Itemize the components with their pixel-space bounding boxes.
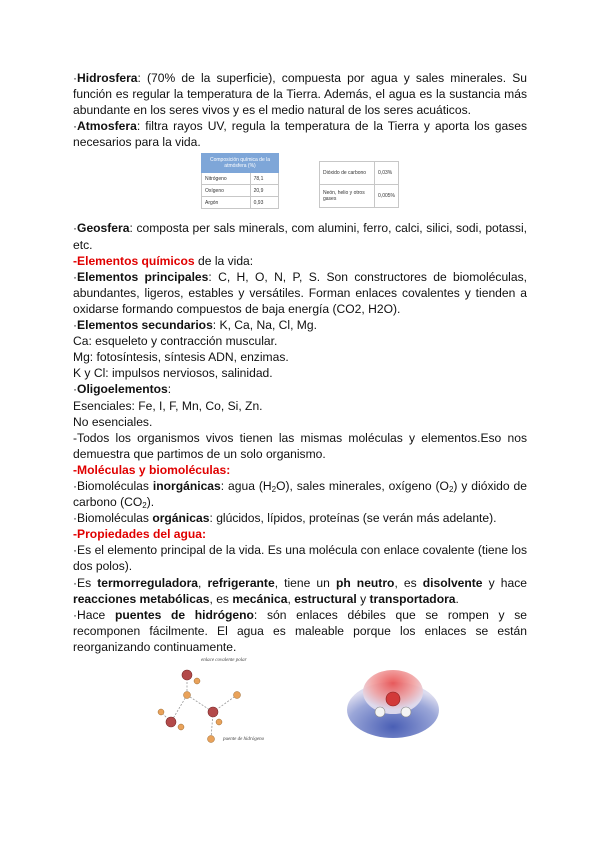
agua-p2: ·Es termorreguladora, refrigerante, tiene un ph neutro, es disolvente y hace reacciones metabólicas, es mecánica, estructural y transportadora. [73, 575, 527, 606]
atmosphere-composition-tables [73, 151, 527, 213]
elementos-quimicos-heading: -Elementos químicos de la vida: [73, 253, 254, 268]
hidrosfera-paragraph: ·Hidrosfera: (70% de la superficie), compuesta por agua y sales minerales. Su función es regular la temperatura de la Tierra. Además, el agua es la sustancia más abundante en los seres vivos y es el medio natural de los seres acuáticos. [73, 71, 527, 118]
table-row: Neón, helio y otros gases 0,005% [320, 185, 399, 208]
oligo-heading: ·Oligoelementos: [73, 382, 172, 397]
secundarios-line: Ca: esqueleto y contracción muscular. [73, 334, 278, 349]
hydrogen-bond-diagram [153, 657, 293, 752]
inorganicas-paragraph: ·Biomoléculas inorgánicas: agua $(H_2O)$, sales minerales, oxígeno $(O_2)$ y dióxido de carbono $(CO_2)$. [73, 478, 527, 511]
oligo-esenciales: Esenciales: Fe, I, F, Mn, Co, Si, Zn. [73, 398, 263, 413]
moleculas-heading: -Moléculas y biomoléculas: [73, 462, 231, 477]
secundarios-line: Mg: fotosíntesis, síntesis ADN, enzimas. [73, 350, 289, 365]
geosfera-paragraph: ·Geosfera: composta per sals minerals, com alumini, ferro, calci, silici, sodi, potassi, etc. [73, 221, 527, 252]
table-row: Nitrógeno 78,1 [202, 173, 279, 185]
agua-p3: ·Hace puentes de hidrógeno: són enlaces débiles que se rompen y se recomponen fácilmente. El agua es maleable porque los enlaces se están reorganizando continuamente. [73, 607, 528, 654]
composition-table-main [201, 153, 279, 209]
composition-table-header: Composición química de la atmósfera (%) [202, 154, 279, 173]
table-row: Dióxido de carbono 0,03% [320, 162, 399, 185]
organicas-paragraph: ·Biomoléculas orgánicas: glúcidos, lípidos, proteínas (se verán más adelante). [73, 511, 497, 526]
hydrogen-bond-label: puente de hidrógeno [223, 737, 265, 742]
principales-paragraph: ·Elementos principales: C, H, O, N, P, S. Son constructores de biomoléculas, abundantes, ligeros, estables y versátiles. Forman enlaces covalentes y tienden a oxidarse formando compuestos de baja energía (CO2, H2O). [73, 269, 528, 316]
secundarios-paragraph: ·Elementos secundarios: K, Ca, Na, Cl, Mg. [73, 318, 317, 333]
water-molecule-electrostatic-image [338, 662, 448, 742]
secundarios-line: K y Cl: impulsos nerviosos, salinidad. [73, 366, 273, 381]
agua-p1: ·Es el elemento principal de la vida. Es una molécula con enlace covalente (tiene los dos polos). [73, 543, 527, 574]
table-row: Argón 0,93 [202, 197, 279, 209]
oligo-todos: -Todos los organismos vivos tienen las mismas moléculas y elementos.Eso nos demuestra que partimos de un solo organismo. [73, 430, 527, 461]
water-figures [73, 657, 527, 752]
table-row: Oxígeno 20,9 [202, 185, 279, 197]
agua-heading: -Propiedades del agua: [73, 527, 207, 542]
composition-table-secondary [319, 161, 399, 208]
document-body [73, 70, 527, 752]
atmosfera-paragraph: ·Atmosfera: filtra rayos UV, regula la temperatura de la Tierra y aporta los gases necesarios para la vida. [73, 119, 527, 150]
covalent-bond-label: enlace covalente polar [201, 658, 247, 663]
oligo-no-esenciales: No esenciales. [73, 414, 153, 429]
